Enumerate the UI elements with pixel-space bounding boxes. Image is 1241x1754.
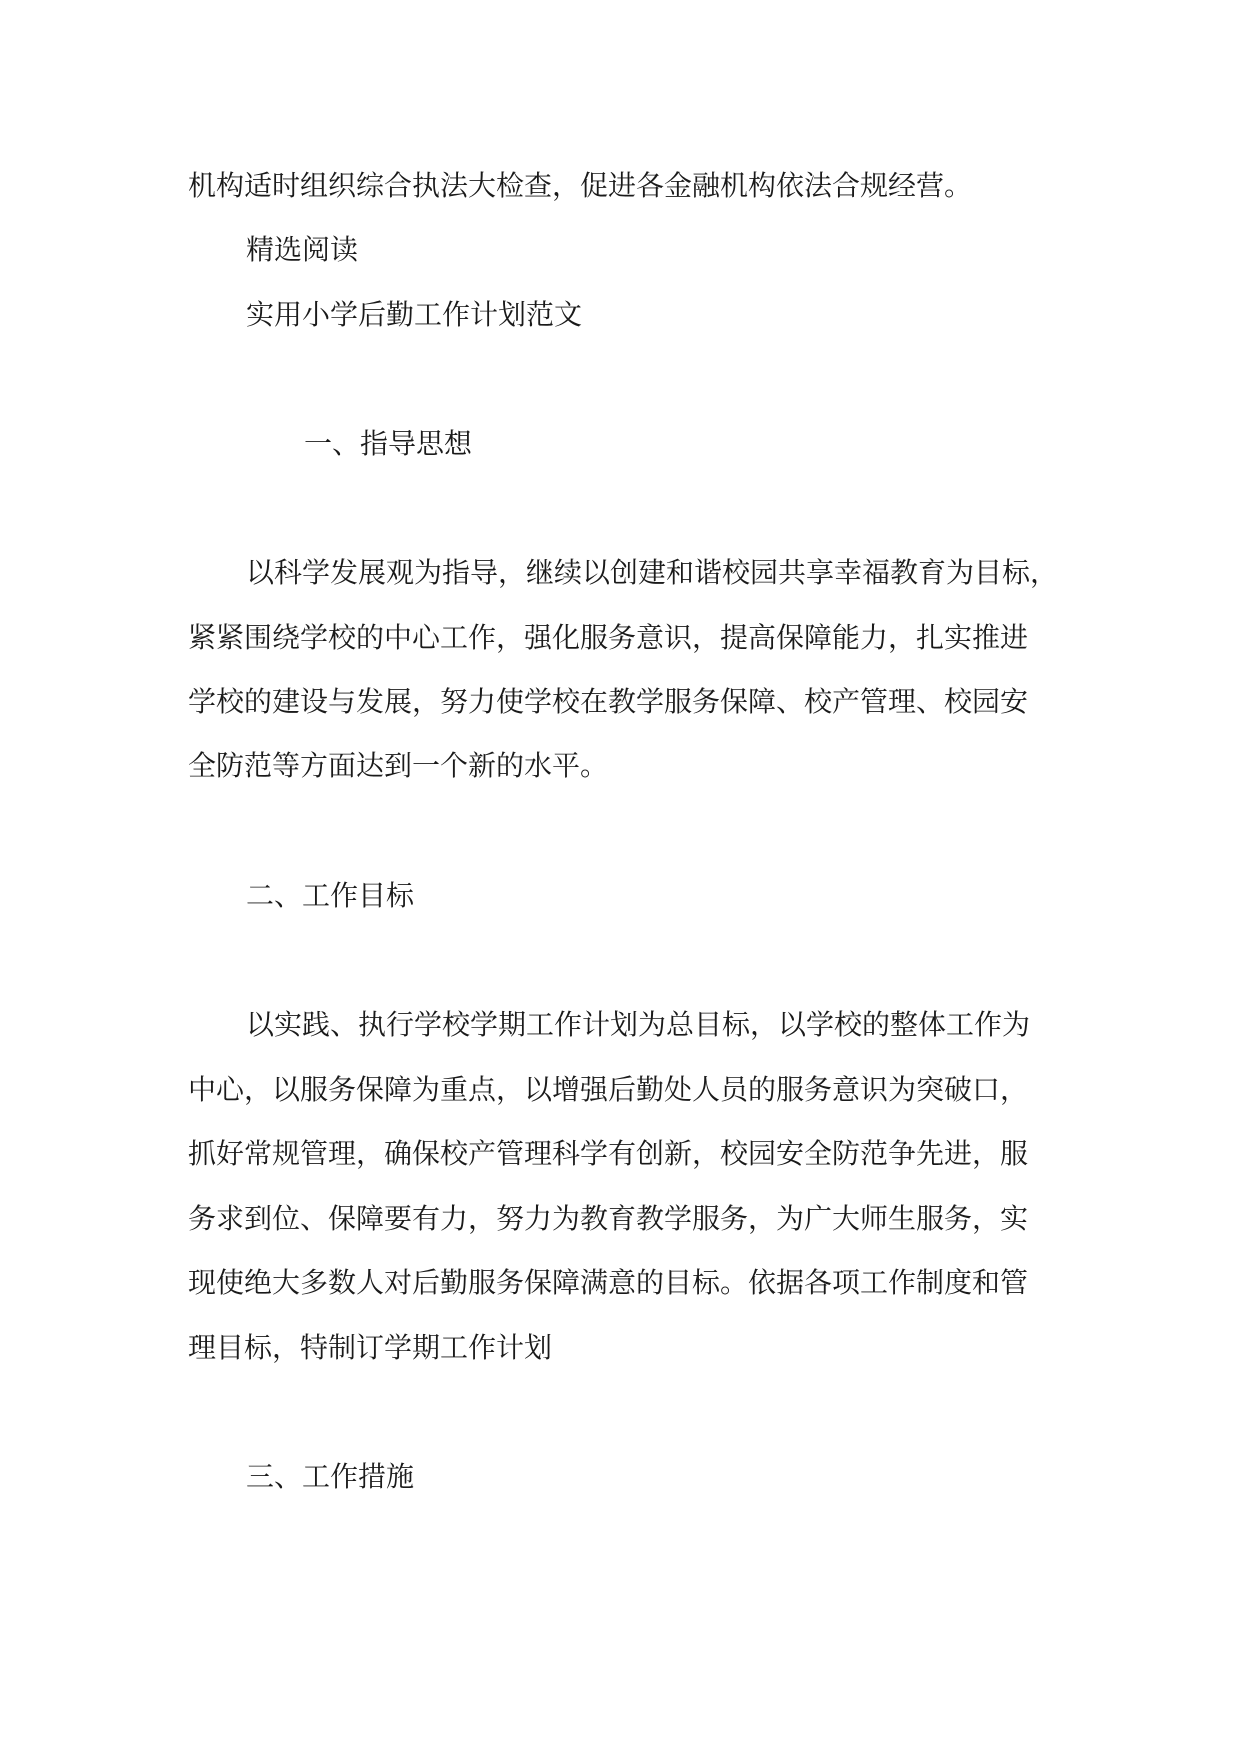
paragraph-line: 中心，以服务保障为重点，以增强后勤处人员的服务意识为突破口，	[188, 1073, 1029, 1106]
paragraph-line: 全防范等方面达到一个新的水平。	[188, 749, 609, 782]
section-heading: 二、工作目标	[246, 879, 415, 912]
document-title: 实用小学后勤工作计划范文	[246, 298, 583, 331]
paragraph-line: 现使绝大多数人对后勤服务保障满意的目标。依据各项工作制度和管	[188, 1266, 1029, 1299]
section-heading: 一、指导思想	[304, 427, 473, 460]
paragraph-line: 务求到位、保障要有力，努力为教育教学服务，为广大师生服务，实	[188, 1202, 1029, 1235]
paragraph-line: 抓好常规管理，确保校产管理科学有创新，校园安全防范争先进，服	[188, 1137, 1029, 1170]
section-heading: 三、工作措施	[246, 1460, 415, 1493]
paragraph-line: 理目标，特制订学期工作计划	[188, 1331, 553, 1364]
paragraph-line: 机构适时组织综合执法大检查，促进各金融机构依法合规经营。	[188, 169, 973, 202]
paragraph-line: 以科学发展观为指导，继续以创建和谐校园共享幸福教育为目标，	[246, 556, 1059, 589]
section-label: 精选阅读	[246, 233, 359, 266]
paragraph-line: 紧紧围绕学校的中心工作，强化服务意识，提高保障能力，扎实推进	[188, 621, 1029, 654]
paragraph-line: 学校的建设与发展，努力使学校在教学服务保障、校产管理、校园安	[188, 685, 1029, 718]
paragraph-line: 以实践、执行学校学期工作计划为总目标，以学校的整体工作为	[246, 1008, 1031, 1041]
